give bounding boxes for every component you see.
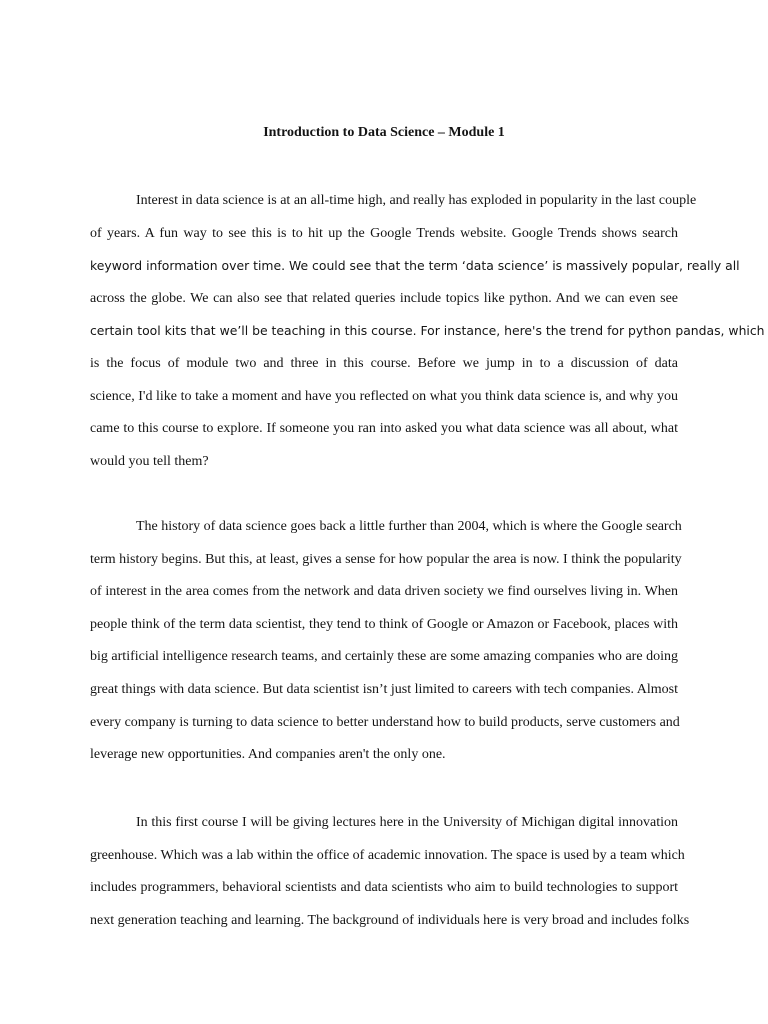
- paragraph-1-line: Interest in data science is at an all-time high, and really has exploded in popularity in the last couple: [136, 193, 697, 208]
- paragraph-3-line: In this first course I will be giving lectures here in the University of Michigan digital innovation: [136, 815, 678, 830]
- paragraph-1-line: across the globe. We can also see that related queries include topics like python. And we can even see: [90, 291, 678, 306]
- paragraph-1-line: would you tell them?: [90, 454, 209, 469]
- paragraph-1-line: of years. A fun way to see this is to hit up the Google Trends website. Google Trends shows search: [90, 226, 678, 241]
- paragraph-2-line: of interest in the area comes from the network and data driven society we find ourselves living in. When: [90, 584, 678, 599]
- paragraph-1-line: came to this course to explore. If someone you ran into asked you what data science was all about, what: [90, 421, 678, 436]
- paragraph-2-line: The history of data science goes back a little further than 2004, which is where the Google search: [136, 519, 682, 534]
- paragraph-3-line: greenhouse. Which was a lab within the office of academic innovation. The space is used by a team which: [90, 848, 685, 863]
- paragraph-1-line: is the focus of module two and three in this course. Before we jump in to a discussion of data: [90, 356, 678, 371]
- paragraph-1-line: certain tool kits that we’ll be teaching in this course. For instance, here's the trend for python pandas, which: [90, 323, 765, 338]
- document-title: Introduction to Data Science – Module 1: [263, 125, 505, 140]
- paragraph-2-line: every company is turning to data science to better understand how to build products, serve customers and: [90, 715, 680, 730]
- paragraph-2-line: big artificial intelligence research teams, and certainly these are some amazing companies who are doing: [90, 649, 678, 664]
- paragraph-2-line: people think of the term data scientist, they tend to think of Google or Amazon or Facebook, places with: [90, 617, 678, 632]
- paragraph-2-line: great things with data science. But data scientist isn’t just limited to careers with tech companies. Almost: [90, 682, 678, 697]
- paragraph-1-line: keyword information over time. We could see that the term ‘data science’ is massively popular, really all: [90, 258, 740, 273]
- paragraph-2-line: term history begins. But this, at least, gives a sense for how popular the area is now. I think the popularity: [90, 552, 682, 567]
- paragraph-1-line: science, I'd like to take a moment and have you reflected on what you think data science is, and why you: [90, 389, 678, 404]
- paragraph-3-line: includes programmers, behavioral scientists and data scientists who aim to build technologies to support: [90, 880, 678, 895]
- paragraph-2-line: leverage new opportunities. And companies aren't the only one.: [90, 747, 446, 762]
- paragraph-3-line: next generation teaching and learning. The background of individuals here is very broad and includes folks: [90, 913, 690, 928]
